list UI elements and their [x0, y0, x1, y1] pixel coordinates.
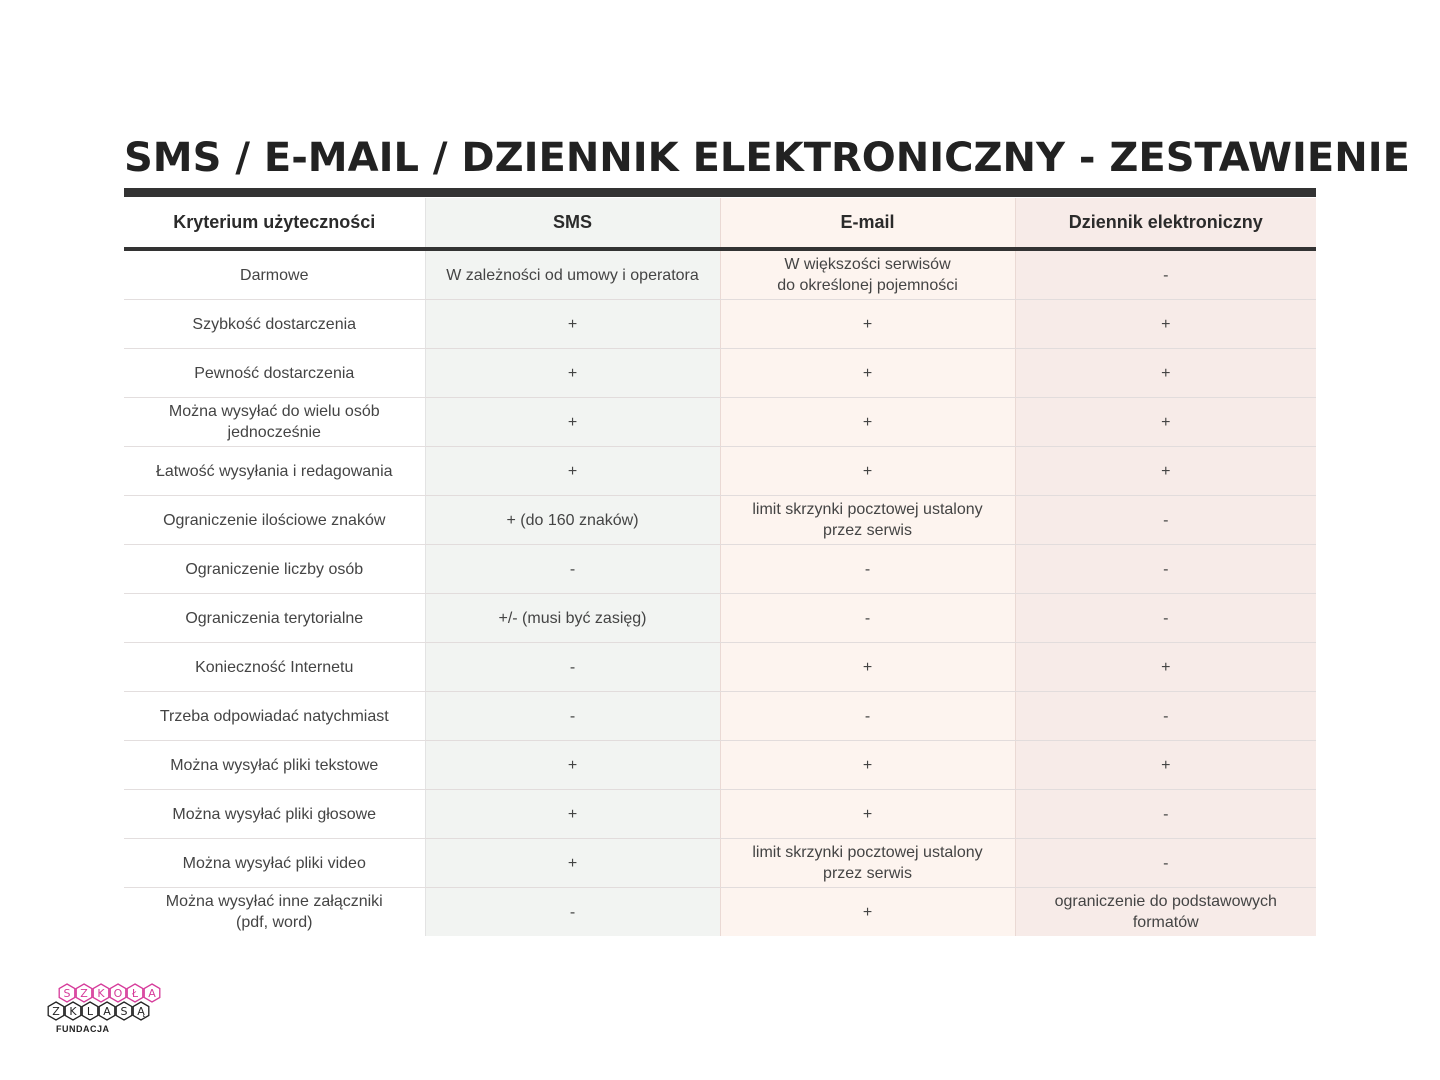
comparison-table-wrapper: [124, 198, 1316, 936]
logo-bottom-letter: K: [69, 1005, 77, 1018]
table-row: [124, 790, 1316, 839]
email-cell: +: [720, 398, 1015, 447]
logo-caption: FUNDACJA: [56, 1024, 110, 1034]
table-row: [124, 300, 1316, 349]
table-row: [124, 496, 1316, 545]
criterion-cell: Ograniczenie liczby osób: [124, 545, 425, 594]
sms-cell: +: [425, 790, 720, 839]
table-header-row: [124, 198, 1316, 249]
criterion-cell: Można wysyłać pliki video: [124, 839, 425, 888]
criterion-cell: Pewność dostarczenia: [124, 349, 425, 398]
logo-top-letter: Z: [80, 987, 88, 1000]
header-dziennik: Dziennik elektroniczny: [1015, 198, 1316, 249]
table-row: [124, 741, 1316, 790]
table-row: [124, 545, 1316, 594]
logo-top-letter: O: [113, 987, 123, 1000]
table-row: [124, 692, 1316, 741]
sms-cell: +: [425, 349, 720, 398]
table-row: [124, 643, 1316, 692]
dziennik-cell: +: [1015, 447, 1316, 496]
criterion-cell: Można wysyłać pliki tekstowe: [124, 741, 425, 790]
email-cell: -: [720, 594, 1015, 643]
logo-bottom-letter: A: [103, 1005, 111, 1018]
sms-cell: W zależności od umowy i operatora: [425, 249, 720, 300]
dziennik-cell: +: [1015, 643, 1316, 692]
title-underline: [124, 188, 1316, 197]
table-row: [124, 888, 1316, 937]
dziennik-cell: -: [1015, 692, 1316, 741]
email-cell: +: [720, 447, 1015, 496]
dziennik-cell: +: [1015, 300, 1316, 349]
dziennik-cell: -: [1015, 496, 1316, 545]
logo-bottom-letter: L: [86, 1005, 94, 1018]
criterion-cell: Można wysyłać do wielu osób jednocześnie: [124, 398, 425, 447]
comparison-table: [124, 198, 1316, 936]
logo-bottom-row: [48, 1002, 149, 1020]
sms-cell: +: [425, 741, 720, 790]
logo-bottom-letter: S: [120, 1005, 128, 1018]
email-cell: -: [720, 545, 1015, 594]
dziennik-cell: -: [1015, 790, 1316, 839]
logo-top-letter: S: [63, 987, 71, 1000]
table-row: [124, 447, 1316, 496]
table-row: [124, 349, 1316, 398]
criterion-cell: Można wysyłać inne załączniki (pdf, word): [124, 888, 425, 937]
header-criterion: Kryterium użyteczności: [124, 198, 425, 249]
page-title: SMS / E-MAIL / DZIENNIK ELEKTRONICZNY - ZESTAWIENIE: [124, 135, 1410, 181]
sms-cell: -: [425, 545, 720, 594]
sms-cell: + (do 160 znaków): [425, 496, 720, 545]
criterion-cell: Darmowe: [124, 249, 425, 300]
email-cell: +: [720, 888, 1015, 937]
email-cell: limit skrzynki pocztowej ustalony przez serwis: [720, 496, 1015, 545]
email-cell: W większości serwisów do określonej pojemności: [720, 249, 1015, 300]
sms-cell: +: [425, 839, 720, 888]
email-cell: +: [720, 741, 1015, 790]
table-row: [124, 594, 1316, 643]
logo-top-letter: K: [97, 987, 105, 1000]
header-sms: SMS: [425, 198, 720, 249]
sms-cell: +/- (musi być zasięg): [425, 594, 720, 643]
table-row: [124, 398, 1316, 447]
dziennik-cell: +: [1015, 398, 1316, 447]
criterion-cell: Ograniczenia terytorialne: [124, 594, 425, 643]
sms-cell: -: [425, 643, 720, 692]
logo-bottom-letter: Ą: [137, 1005, 145, 1018]
criterion-cell: Konieczność Internetu: [124, 643, 425, 692]
sms-cell: +: [425, 447, 720, 496]
email-cell: +: [720, 643, 1015, 692]
header-email: E-mail: [720, 198, 1015, 249]
dziennik-cell: -: [1015, 839, 1316, 888]
criterion-cell: Ograniczenie ilościowe znaków: [124, 496, 425, 545]
table-row: [124, 249, 1316, 300]
dziennik-cell: ograniczenie do podstawowych formatów: [1015, 888, 1316, 937]
logo-bottom-letter: Z: [52, 1005, 60, 1018]
dziennik-cell: -: [1015, 545, 1316, 594]
logo-top-letter: A: [148, 987, 156, 1000]
email-cell: -: [720, 692, 1015, 741]
dziennik-cell: +: [1015, 741, 1316, 790]
criterion-cell: Szybkość dostarczenia: [124, 300, 425, 349]
table-body: [124, 249, 1316, 936]
email-cell: +: [720, 349, 1015, 398]
sms-cell: +: [425, 300, 720, 349]
sms-cell: -: [425, 888, 720, 937]
criterion-cell: Łatwość wysyłania i redagowania: [124, 447, 425, 496]
email-cell: +: [720, 300, 1015, 349]
sms-cell: -: [425, 692, 720, 741]
logo-top-row: [59, 984, 160, 1002]
email-cell: +: [720, 790, 1015, 839]
criterion-cell: Można wysyłać pliki głosowe: [124, 790, 425, 839]
dziennik-cell: -: [1015, 594, 1316, 643]
table-row: [124, 839, 1316, 888]
logo-top-letter: Ł: [131, 987, 139, 1000]
sms-cell: +: [425, 398, 720, 447]
dziennik-cell: -: [1015, 249, 1316, 300]
dziennik-cell: +: [1015, 349, 1316, 398]
criterion-cell: Trzeba odpowiadać natychmiast: [124, 692, 425, 741]
email-cell: limit skrzynki pocztowej ustalony przez serwis: [720, 839, 1015, 888]
